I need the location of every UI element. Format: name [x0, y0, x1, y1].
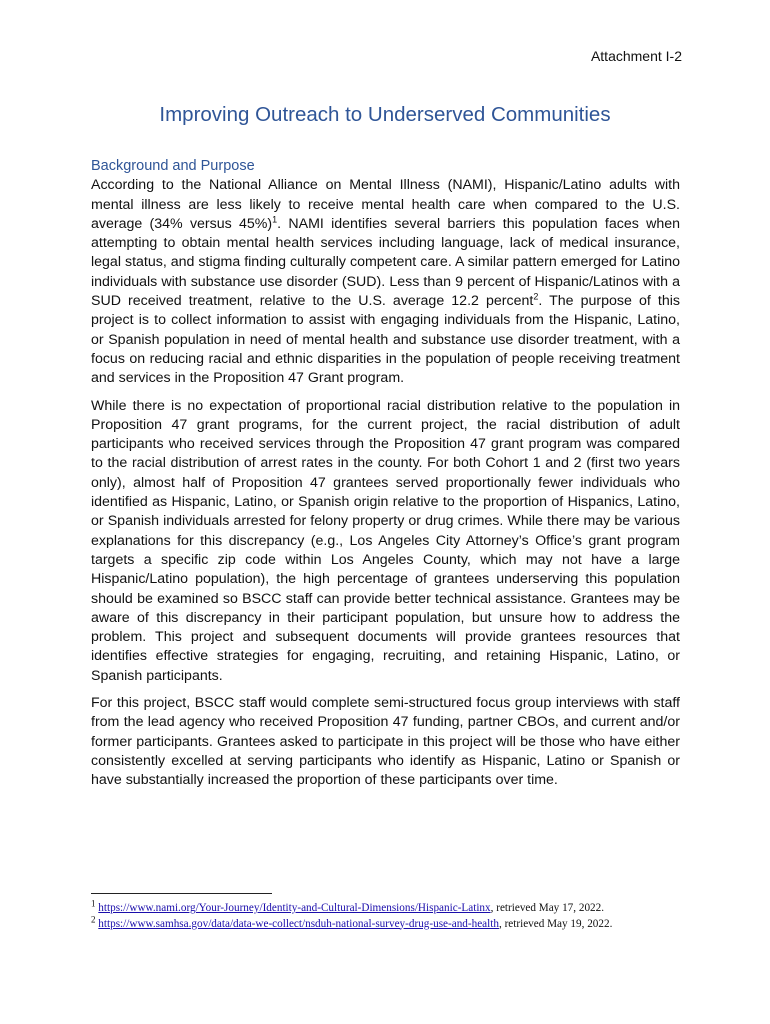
footnote-number: 1 — [91, 898, 96, 909]
paragraph-discrepancy: While there is no expectation of proportional racial distribution relative to the population in Proposition 47 grant programs, for the current project, the racial distribution of adult participants who received services through the Proposition 47 grant program was compared to the racial distribution of arrest rates in the county. For both Cohort 1 and 2 (first two years only), almost half of Proposition 47 grantees served proportionally fewer individuals who identified as Hispanic, Latino, or Spanish origin relative to the proportion of Hispanics, Latino, or Spanish individuals arrested for felony property or drug crimes. While there may be various explanations for this discrepancy (e.g., Los Angeles City Attorney’s Office’s grant program targets a specific zip code within Los Angeles County, which may not have a large Hispanic/Latino population), the high percentage of grantees underserving this population should be examined so BSCC staff can provide better technical assistance. Grantees may be aware of this discrepancy in their participant population, but unsure how to address the problem. This project and subsequent documents will provide grantees resources that identifies effective strategies for engaging, recruiting, and retaining Hispanic, Latino, or Spanish participants. — [91, 397, 680, 684]
footnote-item — [91, 898, 711, 917]
footnote-suffix: , retrieved May 19, 2022. — [498, 917, 613, 930]
footnote-link-samhsa[interactable]: https://www.samhsa.gov/data/data-we-collect/nsduh-national-survey-drug-use-and-health — [98, 917, 499, 930]
paragraph-background — [91, 176, 680, 388]
paragraph-project: For this project, BSCC staff would complete semi-structured focus group interviews with staff from the lead agency who received Proposition 47 funding, partner CBOs, and current and/or former participants. Grantees asked to participate in this project will be those who have either consistently excelled at serving participants who identify as Hispanic, Latino or Spanish or have substantially increased the proportion of these participants over time. — [91, 695, 680, 789]
attachment-label: Attachment I-2 — [590, 48, 682, 64]
footnote-number: 2 — [91, 913, 96, 924]
page-title: Improving Outreach to Underserved Communities — [159, 103, 611, 126]
paragraph-text: According to the National Alliance on Mental Illness (NAMI), Hispanic/Latino adults with mental illness are less likely to receive mental health care when compared to the U.S. average (34% versus 45%) — [91, 177, 680, 232]
footnote-ref-1[interactable]: 1 — [272, 214, 278, 225]
footnotes — [91, 898, 711, 932]
document-body — [91, 157, 680, 799]
footnote-divider — [91, 893, 272, 894]
paragraph-text: . NAMI identifies several barriers this population faces when attempting to obtain mental health services including language, lack of medical insurance, legal status, and stigma finding culturally competent care. A similar pattern emerged for Latino individuals with substance use disorder (SUD). Less than 9 percent of Hispanic/Latinos with a SUD received treatment, relative to the U.S. average 12.2 percent — [91, 215, 680, 310]
footnote-item — [91, 913, 711, 933]
section-heading: Background and Purpose — [91, 158, 255, 174]
paragraph-text: . The purpose of this project is to collect information to assist with engaging individuals from the Hispanic, Latino, or Spanish population in need of mental health and substance use disorder treatment, with a focus on reducing racial and ethnic disparities in the population of people receiving treatment and services in the Proposition 47 Grant program. — [91, 293, 681, 387]
footnote-link-nami[interactable]: https://www.nami.org/Your-Journey/Identity-and-Cultural-Dimensions/Hispanic-Latinx — [98, 902, 491, 914]
footnote-ref-2[interactable]: 2 — [533, 291, 539, 302]
footnote-suffix: , retrieved May 17, 2022. — [490, 902, 605, 914]
